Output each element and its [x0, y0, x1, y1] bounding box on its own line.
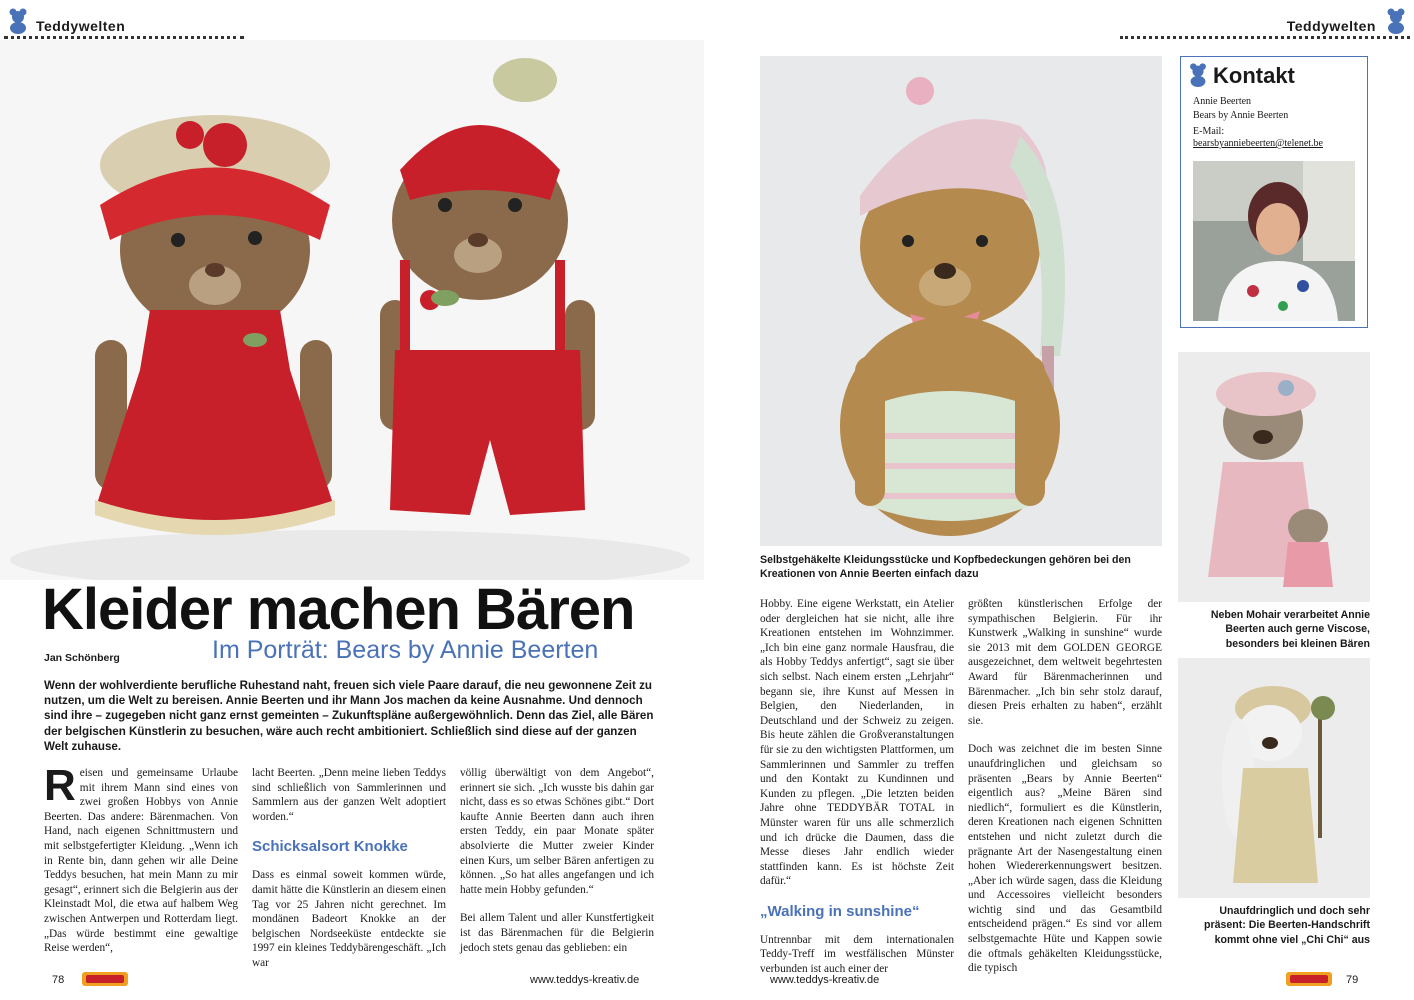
text-column-5 [968, 597, 1162, 990]
section-label: Teddywelten [1286, 18, 1376, 34]
main-right-photo [760, 56, 1162, 546]
magazine-logo-icon [1286, 972, 1332, 986]
article-author: Jan Schönberg [44, 652, 120, 664]
body-text: größten künstlerischen Erfolge der sympathischen Belgierin. Für ihr Kunstwerk „Walking in sunshine“ wurde sie 2013 mit dem GOLDEN GEORGE ausgezeichnet, dem weltweit begehrtesten Award für Bärenmacherinnen und Bärenmacher. „Ich bin sehr stolz darauf, diesen Preis erhalten zu haben“, erzählt sie. [968, 598, 1162, 727]
photo-caption: Selbstgehäkelte Kleidungsstücke und Kopfbedeckungen gehören bei den Kreationen von Annie Beerten einfach dazu [760, 554, 1131, 581]
hero-photo [0, 40, 704, 580]
contact-box [1180, 56, 1368, 328]
text-column-3 [460, 766, 654, 969]
section-heading: Schicksalsort Knokke [252, 838, 408, 856]
body-text: lacht Beerten. „Denn meine lieben Teddys sind schließlich von Sammlerinnen und Sammlern aus der ganzen Welt adoptiert worden.“ [252, 767, 446, 823]
body-text: völlig überwältigt von dem Angebot“, erinnert sie sich. „Ich wusste bis dahin gar nicht, dass es so etwas Schönes gibt.“ Dort kaufte Annie Beerten dann auch ihren ersten Teddy, ein paar Monate später absolvierte die Mutter zweier Kinder einen Kurs, um selber Bären anfertigen zu können. „So hat alles angefangen und ich hatte mein Hobby gefunden.“ [460, 767, 654, 896]
text-column-4 [760, 597, 954, 991]
magazine-logo-icon [82, 972, 128, 986]
side-photo-1 [1178, 352, 1370, 602]
contact-email-label: E-Mail: [1193, 126, 1225, 137]
text-column-1 [44, 761, 238, 970]
header-right [1114, 4, 1414, 40]
teddy-logo-icon [1185, 61, 1211, 87]
header-left [0, 4, 250, 40]
page-number-right: 79 [1346, 974, 1359, 986]
body-text: eisen und gemeinsame Urlaube mit ihrem Mann sind eines von zwei großen Hobbys von Annie Beerten. Das andere: Bärenmachen. Von Hand, nach eigenen Schnittmustern und mit selbstgefertigter Kleidung. „Wenn ich in Rente bin, dann gehen wir alle Deine Teddys besuchen, hat mein Mann zu mir gesagt“, erinnert sich die Belgierin aus der Kleinstadt Mol, die etwa auf halbem Weg zwischen Antwerpen und Rotterdam liegt. „Das würde bestimmt eine gewaltige Reise werden“, [44, 767, 238, 955]
body-text: Hobby. Eine eigene Werkstatt, ein Atelier oder dergleichen hat sie nicht, alle ihre Kreationen entstehen im Wohnzimmer. „Ich bin eine ganz normale Hausfrau, die als Hobby Teddys anfertigt“, sagt sie über sich selbst. Nach einem ersten „Lehrjahr“ begann sie, ihre Kunst auf Messen in Belgien, den Niederlanden, in Deutschland und der Schweiz zu zeigen. Bis heute zählen die Großveranstaltungen für sie zu den wichtigsten Plattformen, um Sammlerinnen und Sammler zu treffen und den Kontakt zu Kundinnen und Kunden zu pflegen. „Die letzten beiden Jahre ohne TEDDYBÄR TOTAL in Münster waren für uns alle schmerzlich und ich drücke die Daumen, dass die Messe dieses Jahr endlich wieder stattfinden kann. Es ist höchste Zeit dafür.“ [760, 598, 954, 888]
website-url-right[interactable]: www.teddys-kreativ.de [770, 974, 880, 986]
website-url-left[interactable]: www.teddys-kreativ.de [530, 974, 640, 986]
article-subtitle: Im Porträt: Bears by Annie Beerten [212, 636, 599, 664]
body-text: Bei allem Talent und aller Kunstfertigkeit ist das Bärenmachen für die Belgierin jedoch stets genau das geblieben: ein [460, 912, 654, 954]
body-text: Untrennbar mit dem internationalen Teddy-Treff im westfälischen Münster verbunden ist auch einer der [760, 933, 954, 976]
contact-name: Annie Beerten [1193, 96, 1252, 107]
side-photo-2 [1178, 658, 1370, 898]
teddy-logo-icon [4, 6, 32, 34]
page-number-left: 78 [52, 974, 65, 986]
article-intro: Wenn der wohlverdiente berufliche Ruhestand naht, freuen sich viele Paare darauf, die neu gewonnene Zeit zu nutzen, um die Welt zu bereisen. Annie Beerten und ihr Mann Jos machen da keine Ausnahme. Und dennoch sind ihre – zugegeben nicht ganz ernst gemeinten – Zukunftspläne außergewöhnlich. Denn das Ziel, alle Bären der belgischen Künstlerin zu besuchen, wäre auch recht ambitioniert. Schließlich sind diese auf der ganzen Welt zuhause. [44, 679, 654, 753]
body-text: Doch was zeichnet die im besten Sinne unaufdringlichen und gleichsam so präsenten „Bears by Annie Beerten“ eigentlich aus? „Meine Bären sind niedlich“, formuliert es die Künstlerin, deren Kreationen nach eigenen Schnitten entstehen und nicht zuletzt durch die prägnante Art der Nasengestaltung einen hohen Wiedererkennungswert besitzen. „Aber ich würde sagen, dass die Kleidung und Accessoires vielleicht besonders wichtig sind und das Gesamtbild entscheidend prägen.“ Es sind vor allem selbstgemachte Hüte und Kappen sowie die oftmals gehäkelten Kleidungsstücke, die typisch [968, 743, 1162, 975]
body-text: Dass es einmal soweit kommen würde, damit hätte die Künstlerin an diesem einen Tag vor 25 Jahren nicht gerechnet. Im mondänen Badeort Knokke an der belgischen Nordseeküste entdeckte sie 1997 ein kleines Teddybärengeschäft. „Ich war [252, 869, 446, 969]
article-title: Kleider machen Bären [42, 577, 635, 642]
contact-email-link[interactable]: bearsbyanniebeerten@telenet.be [1193, 138, 1323, 149]
side-photo-2-caption: Unaufdringlich und doch sehr präsent: Die Beerten-Handschrift kommt ohne viel „Chi Chi“ aus [1203, 905, 1370, 946]
contact-company: Bears by Annie Beerten [1193, 110, 1289, 121]
text-column-2 [252, 766, 446, 985]
drop-cap: R [44, 761, 76, 810]
side-photo-1-caption: Neben Mohair verarbeitet Annie Beerten auch gerne Viscose, besonders bei kleinen Bären [1210, 609, 1370, 650]
teddy-logo-icon [1382, 6, 1410, 34]
contact-title: Kontakt [1213, 63, 1295, 88]
dotted-rule [4, 36, 244, 39]
section-label: Teddywelten [36, 18, 126, 34]
dotted-rule [1120, 36, 1410, 39]
section-heading: „Walking in sunshine“ [760, 902, 920, 920]
artist-portrait [1193, 161, 1355, 321]
